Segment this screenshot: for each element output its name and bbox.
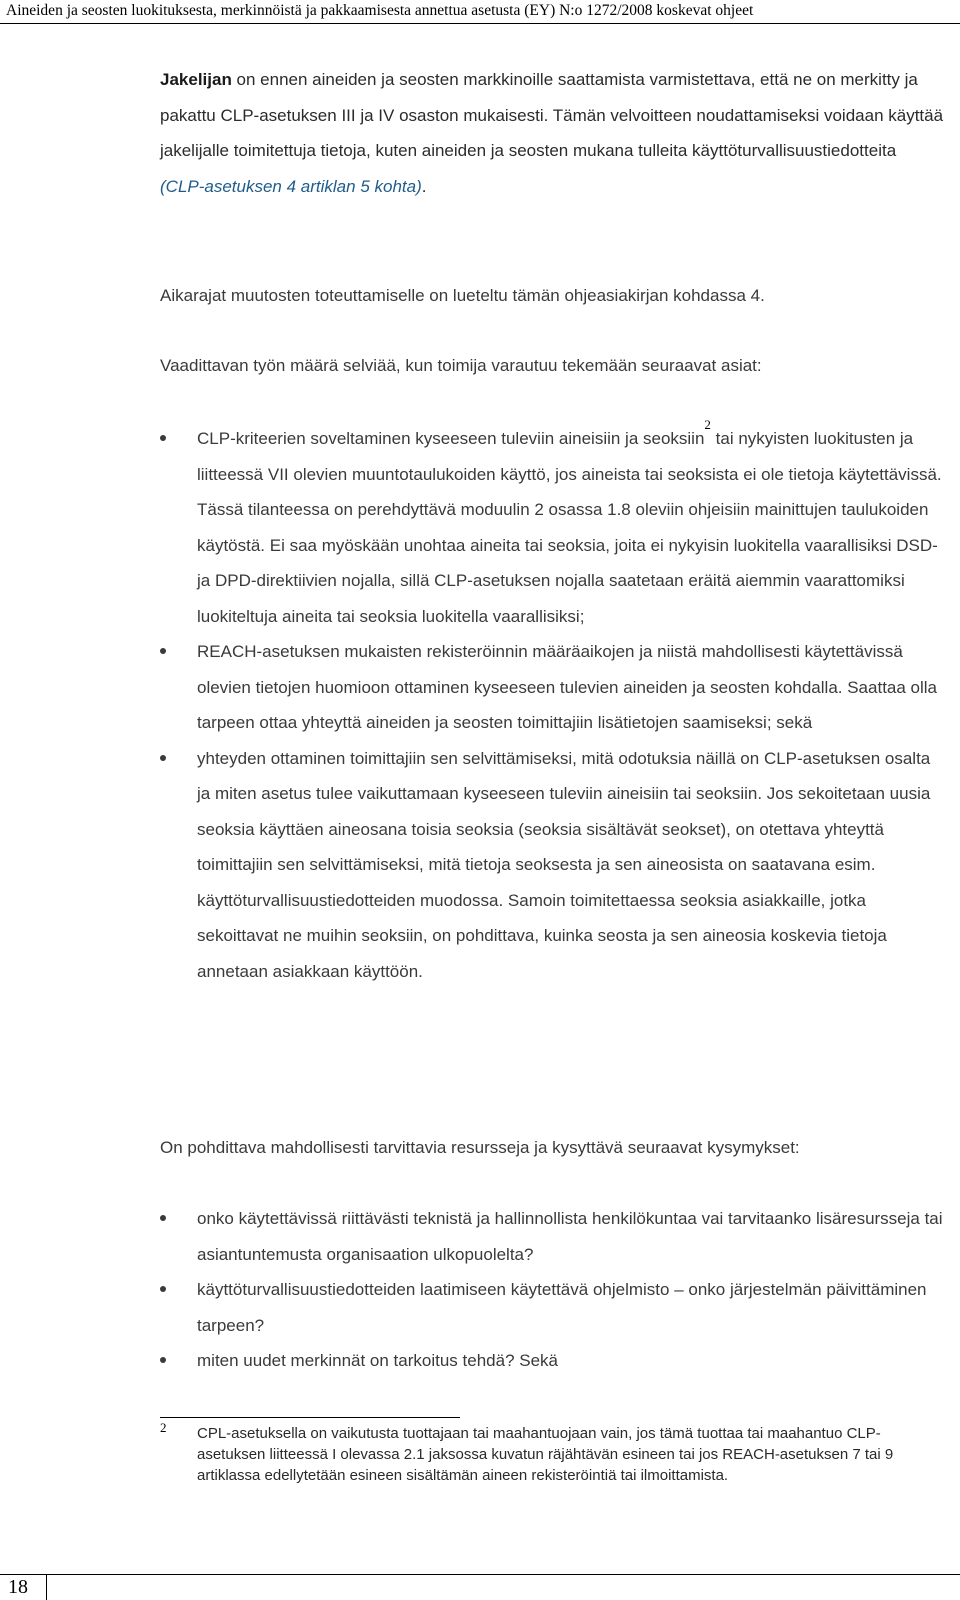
- list-item-text: CLP-kriteerien soveltaminen kyseeseen tuleviin aineisiin ja seoksiin: [197, 429, 705, 448]
- paragraph-text: on ennen aineiden ja seosten markkinoille saattamista varmistettava, että ne on merkitty ja pakattu CLP-asetuksen III ja IV osaston mukaisesti. Tämän velvoitteen noudattamiseksi voidaan käyttää jakelijalle toimitettuja tietoja, kuten aineiden ja seosten mukana tulleita käyttöturvallisuustiedotteita: [160, 70, 944, 160]
- list-item-text: yhteyden ottaminen toimittajiin sen selvittämiseksi, mitä odotuksia näillä on CLP-asetuksen osalta ja miten asetus tulee vaikuttamaan kyseeseen tuleviin aineisiin tai seoksiin. Jos sekoitetaan uusia seoksia käyttäen aineosana toisia seoksia (seoksia sisältävät seokset), on otettava yhteyttä toimittajiin sen selvittämiseksi, mitä tietoja seoksesta ja sen aineosista on saatavana esim. käyttöturvallisuustiedotteiden muodossa. Samoin toimitettaessa seoksia asiakkaille, jotka sekoittavat ne muihin seoksiin, on pohdittava, kuinka seosta ja sen aineosia koskevia tietoja annetaan asiakkaan käyttöön.: [197, 748, 931, 981]
- bullet-icon: [160, 1357, 166, 1363]
- bullet-icon: [160, 755, 166, 761]
- list-item-text: käyttöturvallisuustiedotteiden laatimiseen käytettävä ohjelmisto – onko järjestelmän päivittäminen tarpeen?: [197, 1280, 927, 1335]
- list-item-text: REACH-asetuksen mukaisten rekisteröinnin määräaikojen ja niistä mahdollisesti käytettävissä olevien tietojen huomioon ottaminen kyseeseen tulevien aineiden ja seosten kohdalla. Saattaa olla tarpeen ottaa yhteyttä aineiden ja seosten toimittajiin lisätietojen saamiseksi; sekä: [197, 642, 938, 732]
- task-list: [160, 417, 945, 989]
- page-number: 18: [8, 1576, 28, 1598]
- article-reference: (CLP-asetuksen 4 artiklan 5 kohta): [160, 176, 422, 196]
- bold-lead: Jakelijan: [160, 70, 232, 89]
- bullet-icon: [160, 435, 166, 441]
- paragraph-tail: .: [421, 176, 427, 196]
- footer-separator: [46, 1574, 47, 1600]
- running-header: Aineiden ja seosten luokituksesta, merkinnöistä ja pakkaamisesta annettua asetusta (EY) N:o 1272/2008 koskevat ohjeet: [0, 0, 960, 24]
- bullet-icon: [160, 648, 166, 654]
- list-item-text: tai nykyisten luokitusten ja liitteessä VII olevien muuntotaulukoiden käyttö, jos aineista tai seoksista ei ole tietoja käytettävissä. Tässä tilanteessa on perehdyttävä moduulin 2 osassa 1.8 oleviin ohjeisiin mainittujen taulukoiden käytöstä. Ei saa myöskään unohtaa aineita tai seoksia, joita ei nykyisin luokitella vaarallisiksi DSD- ja DPD-direktiivien nojalla, sillä CLP-asetuksen nojalla saatetaan eräitä aiemmin vaarattomiksi luokiteltuja aineita tai seoksia luokitella vaarallisiksi;: [197, 429, 942, 626]
- question-list: [160, 1201, 945, 1379]
- paragraph-timelines: Aikarajat muutosten toteuttamiselle on lueteltu tämän ohjeasiakirjan kohdassa 4.: [160, 286, 765, 305]
- list-item: [160, 1272, 945, 1343]
- list-item: [160, 1343, 945, 1379]
- paragraph-workload: Vaadittavan työn määrä selviää, kun toimija varautuu tekemään seuraavat asiat:: [160, 356, 762, 375]
- list-item: [160, 741, 945, 990]
- footnote-number: 2: [160, 1420, 167, 1435]
- list-item: [160, 634, 945, 741]
- footer-divider: [0, 1574, 960, 1575]
- footnote-text: CPL-asetuksella on vaikutusta tuottajaan tai maahantuojaan vain, jos tämä tuottaa tai maahantuo CLP-asetuksen liitteessä I olevassa 2.1 jaksossa kuvatun räjähtävän esineen tai jos REACH-asetuksen 7 tai 9 artiklassa edellytetään esineen sisältämän aineen rekisteröintiä tai ilmoittamista.: [197, 1425, 894, 1484]
- list-item: [160, 1201, 945, 1272]
- bullet-icon: [160, 1215, 166, 1221]
- footnote: [160, 1420, 940, 1486]
- list-item: [160, 417, 945, 634]
- footnote-ref[interactable]: 2: [704, 417, 711, 432]
- footnote-divider: [160, 1417, 460, 1418]
- list-item-text: onko käytettävissä riittävästi teknistä ja hallinnollista henkilökuntaa vai tarvitaanko lisäresursseja tai asiantuntemusta organisaation ulkopuolelta?: [197, 1209, 943, 1264]
- list-item-text: miten uudet merkinnät on tarkoitus tehdä? Sekä: [197, 1351, 558, 1370]
- paragraph-resources: On pohdittava mahdollisesti tarvittavia resursseja ja kysyttävä seuraavat kysymykset:: [160, 1138, 800, 1157]
- bullet-icon: [160, 1286, 166, 1292]
- paragraph-distributor: [160, 62, 945, 204]
